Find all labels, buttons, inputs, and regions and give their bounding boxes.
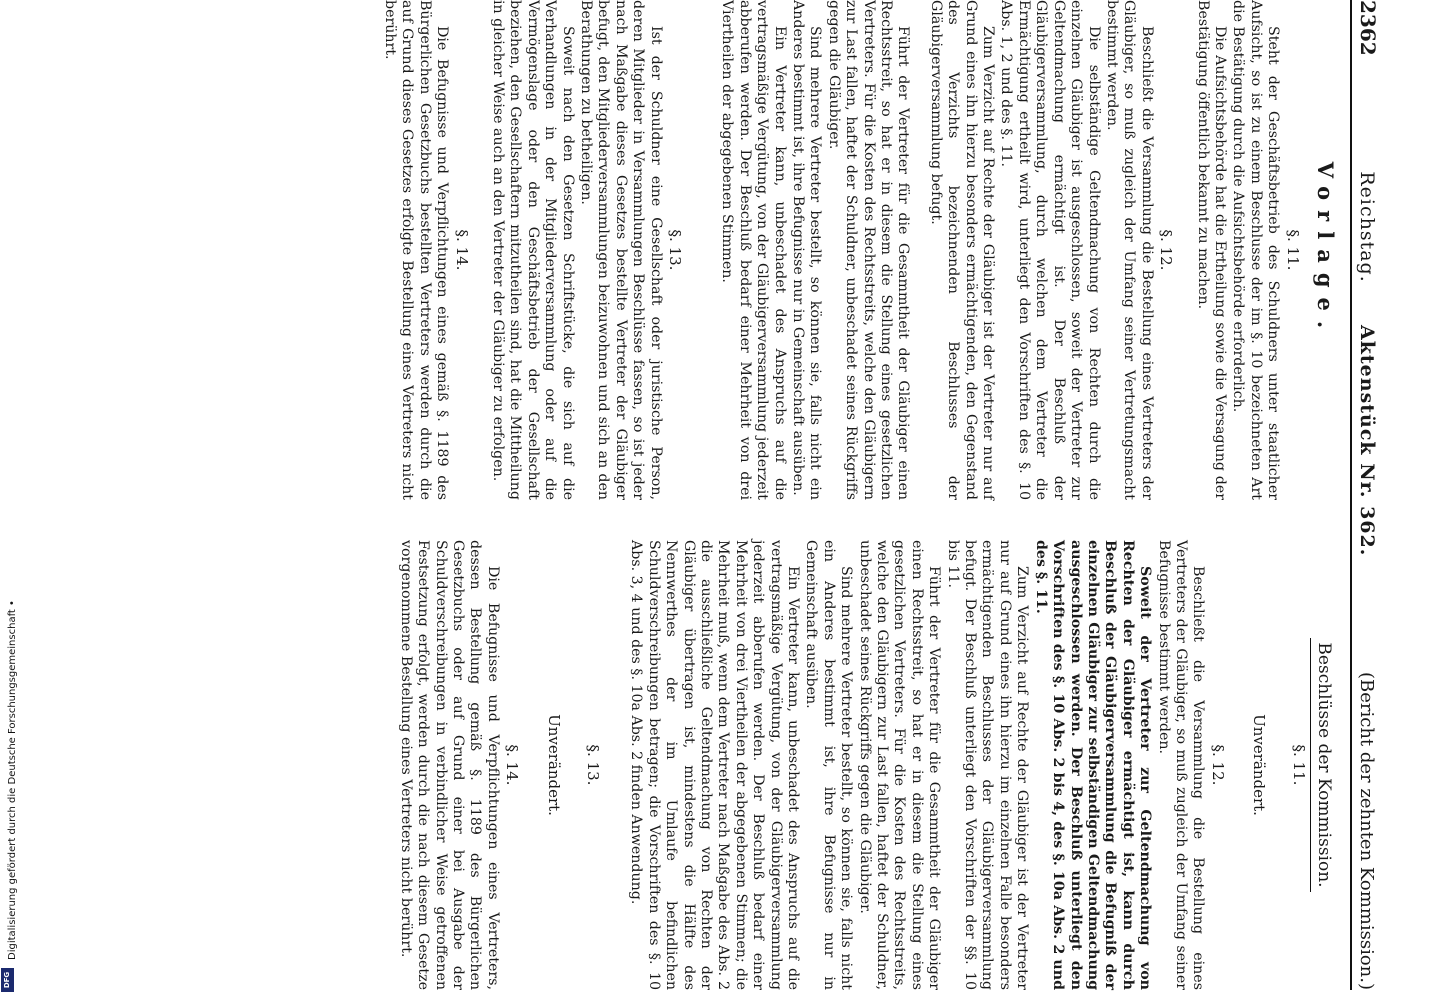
paragraph: Beschließt die Versammlung die Bestellung eines Vertreters der Gläubiger, so muß zugleich der Umfang seiner Befugnisse bestimmt werden. [1155, 540, 1207, 990]
paragraph: Soweit nach den Gesetzen Schriftstücke, die sich auf die Verhandlungen in der Mitgliederversammlung oder auf die Vermögenslage oder den Geschäftsbetrieb der Gesellschaft beziehen, den Gesellschaftern mitzutheilen sind, hat die Mittheilung in gleicher Weise auch an den Vertreter der Gläubiger zu erfolgen. [489, 0, 576, 500]
column-kommission [395, 540, 1340, 990]
paragraph: Die Befugnisse und Verpflichtungen eines Vertreters, dessen Bestellung gemäß §. 1189 des Bürgerlichen Gesetzbuchs oder auf Grund einer bei Ausgabe der Schuldverschreibungen in verbindlicher Weise getroffenen Festsetzung erfolgt, werden durch die nach diesem Gesetze vorgenommene Bestellung eines Vertreters nicht berührt. [397, 540, 501, 990]
paragraph: Steht der Geschäftsbetrieb des Schuldners unter staatlicher Aufsicht, so ist zu einem Beschlusse der im §. 10 bezeichneten Art die Bestätigung durch die Aufsichtsbehörde erforderlich. [1230, 0, 1282, 500]
section-heading-12: §. 12. [1157, 229, 1176, 271]
section-heading-11: §. 11. [1283, 229, 1302, 271]
section-heading-13: §. 13. [583, 744, 602, 786]
column-vorlage [380, 0, 1341, 500]
dfg-logo: DFG [1, 968, 14, 992]
paragraph: Beschließt die Versammlung die Bestellung eines Vertreters der Gläubiger, so muß zugleich der Umfang seiner Vertretungsmacht bestimmt werden. [1103, 0, 1155, 500]
paragraph: Führt der Vertreter für die Gesammtheit der Gläubiger einen Rechtsstreit, so hat er in diesem die Stellung eines gesetzlichen Vertreters. Für die Kosten des Rechtsstreits, welche den Gläubigern zur Last fallen, haftet der Schuldner, unbeschadet seines Rückgriffs gegen die Gläubiger. [856, 540, 943, 990]
section-heading-12: §. 12. [1208, 744, 1227, 786]
column-title-kommission: Beschlüsse der Kommission. [1311, 540, 1332, 990]
paragraph: Die Aufsichtsbehörde hat die Ertheilung sowie die Versagung der Bestätigung öffentlich bekannt zu machen. [1194, 0, 1228, 500]
paragraph: Ist der Schuldner eine Gesellschaft oder juristische Person, deren Mitglieder in Versammlungen Beschlüsse fassen, so ist jeder nach Maßgabe dieses Gesetzes bestellte Vertreter der Gläubiger befugt, den Mitgliederversammlungen beizuwohnen und sich an den Berathungen zu betheiligen. [577, 0, 664, 500]
section-heading-13: §. 13. [666, 229, 684, 271]
paragraph: Ein Vertreter kann, unbeschadet des Anspruchs auf die vertragsmäßige Vergütung, von der Gläubigerversammlung jederzeit abberufen werden. Der Beschluß bedarf einer Mehrheit von drei Viertheilen der abgegebenen Stimmen. [719, 0, 788, 500]
paragraph: Die selbständige Geltendmachung von Rechten durch die einzelnen Gläubiger ist ausgeschlossen, soweit der Vertreter zur Geltendmachung ermächtigt ist. Der Beschluß der Gläubigerversammlung, durch welchen dem Vertreter die Ermächtigung ertheilt wird, unterliegt den Vorschriften des §. 10 Abs. 1, 2 und des §. 11. [998, 0, 1102, 500]
unchanged-note: Unverändert. [1250, 714, 1269, 816]
page-number: 2362 [1356, 0, 1380, 56]
paragraph: Sind mehrere Vertreter bestellt, so können sie, falls nicht ein Anderes bestimmt ist, ihre Befugnisse nur in Gemeinschaft ausüben. [790, 0, 824, 500]
paragraph: Sind mehrere Vertreter bestellt, so können sie, falls nicht ein Anderes bestimmt ist, ihre Befugnisse nur in Gemeinschaft ausüben. [803, 540, 855, 990]
section-heading-11: §. 11. [1289, 744, 1308, 786]
credit-text: Digitalisierung gefördert durch die Deutsche Forschungsgemeinschaft • [7, 600, 18, 960]
paragraph: Die Befugnisse und Verpflichtungen eines gemäß §. 1189 des Bürgerlichen Gesetzbuchs bestellten Vertreters werden durch die auf Grund dieses Gesetzes erfolgte Bestellung eines Vertreters nicht berührt. [381, 0, 451, 500]
page-header [1350, 0, 1390, 990]
header-title [1356, 56, 1378, 672]
document-label: Aktenstück Nr. 362. [1356, 324, 1378, 557]
publication-name: Reichstag. [1356, 171, 1378, 283]
digitization-credit [0, 0, 18, 1000]
unchanged-note: Unverändert. [544, 714, 563, 816]
document-page [10, 0, 1390, 990]
column-title-vorlage: Vorlage. [1313, 161, 1338, 339]
paragraph: Zum Verzicht auf Rechte der Gläubiger ist der Vertreter nur auf Grund eines ihn hierzu im einzelnen Falle besonders ermächtigenden Beschlusses der Gläubigerversammlung befugt. Der Beschluß unterliegt den Vorschriften der §§. 10 bis 11. [944, 540, 1031, 990]
paragraph-amended: Soweit der Vertreter zur Geltendmachung von Rechten der Gläubiger ermächtigt ist, kann durch Beschluß der Gläubigerversammlung die Befugniß der einzelnen Gläubiger zur selbständigen Geltendmachung ausgeschlossen werden. Der Beschluß unterliegt den Vorschriften des §. 10 Abs. 2 bis 4, des §. 10a Abs. 2 und des §. 11. [1032, 540, 1154, 990]
paragraph: Zum Verzicht auf Rechte der Gläubiger ist der Vertreter nur auf Grund eines ihn hierzu besonders ermächtigenden, den Gegenstand des Verzichts bezeichnenden Beschlusses der Gläubigerversammlung befugt. [927, 0, 997, 500]
header-right-text: (Bericht der zehnten Kommission.) [1356, 671, 1377, 990]
paragraph: Führt der Vertreter für die Gesammtheit der Gläubiger einen Rechtsstreit, so hat er in diesem die Stellung eines gesetzlichen Vertreters. Für die Kosten des Rechtsstreits, welche den Gläubigern zur Last fallen, haftet der Schuldner, unbeschadet seines Rückgriffs gegen die Gläubiger. [825, 0, 912, 500]
paragraph: Ein Vertreter kann, unbeschadet des Anspruchs auf die vertragsmäßige Vergütung, von der Gläubigerversammlung jederzeit abberufen werden. Der Beschluß bedarf einer Mehrheit von drei Viertheilen der abgegebenen Stimmen; die Mehrheit muß, wenn dem Vertreter nach Maßgabe des Abs. 2 die ausschließliche Geltendmachung von Rechten der Gläubiger übertragen ist, mindestens die Hälfte des Nennwerthes der im Umlaufe befindlichen Schuldverschreibungen betragen; die Vorschriften des §. 10 Abs. 3, 4 und des §. 10a Abs. 2 finden Anwendung. [628, 540, 802, 990]
section-heading-14: §. 14. [452, 229, 471, 271]
section-heading-14: §. 14. [503, 744, 522, 786]
